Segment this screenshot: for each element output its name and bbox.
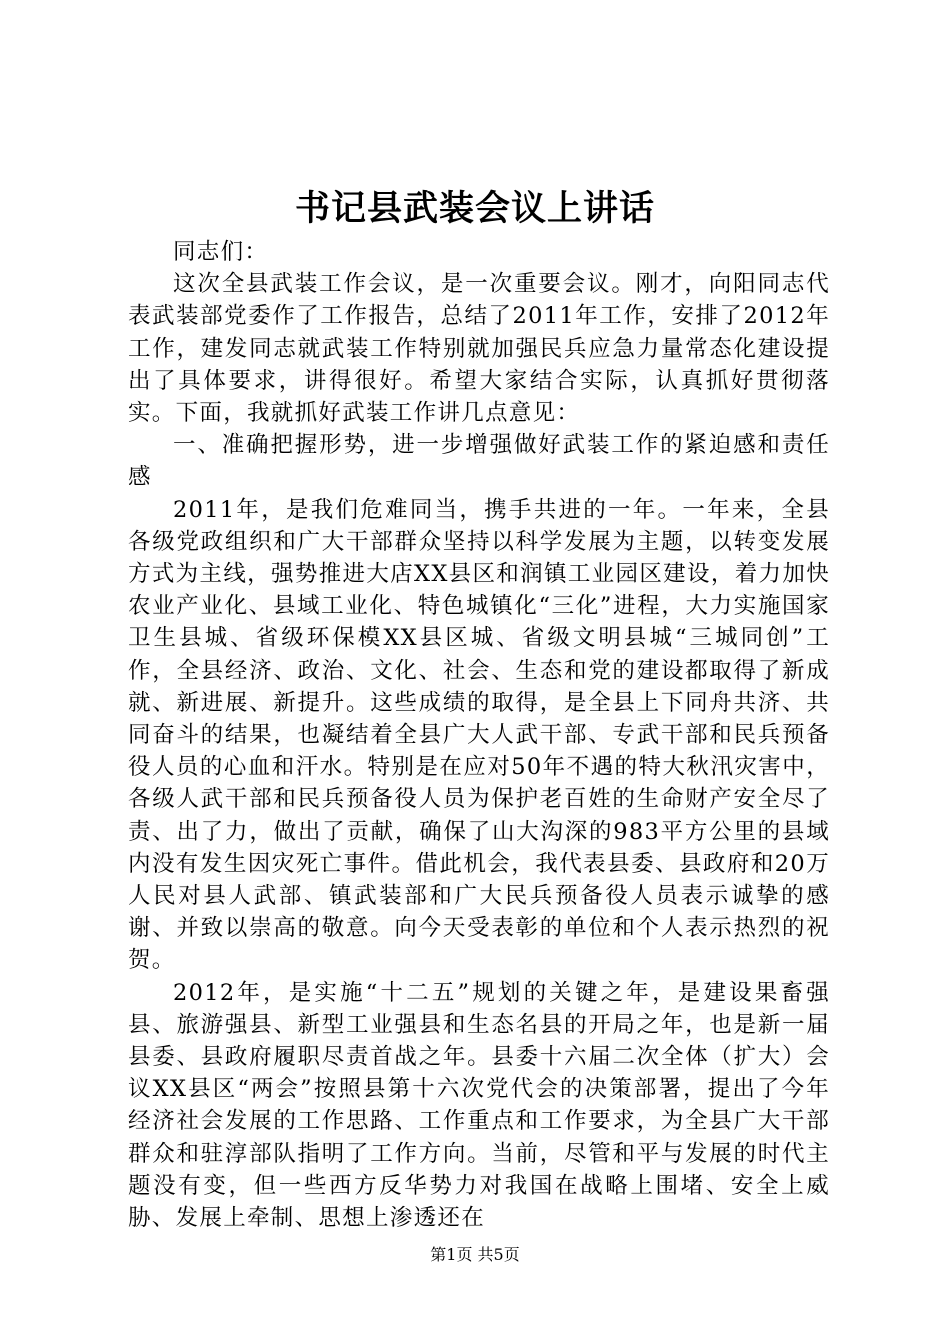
body-paragraph-2012: 2012年，是实施“十二五”规划的关键之年，是建设果畜强县、旅游强县、新型工业强县和生态名县的开局之年，也是新一届县委、县政府履职尽责首战之年。县委十六届二次全体（扩大）会议XX县区“两会”按照县第十六次党代会的决策部署，提出了今年经济社会发展的工作思路、工作重点和工作要求，为全县广大干部群众和驻淳部队指明了工作方向。当前，尽管和平与发展的时代主题没有变，但一些西方反华势力对我国在战略上围堵、安全上威胁、发展上牵制、思想上渗透还在 <box>128 979 830 1232</box>
document-body <box>128 236 830 1234</box>
page-footer: 第1页 共5页 <box>430 1245 520 1264</box>
intro-paragraph: 这次全县武装工作会议，是一次重要会议。刚才，向阳同志代表武装部党委作了工作报告，总结了2011年工作，安排了2012年工作，建发同志就武装工作特别就加强民兵应急力量常态化建设提出了具体要求，讲得很好。希望大家结合实际，认真抓好贯彻落实。下面，我就抓好武装工作讲几点意见： <box>128 271 830 427</box>
section-heading: 一、准确把握形势，进一步增强做好武装工作的紧迫感和责任感 <box>128 432 830 491</box>
body-paragraph-2011: 2011年，是我们危难同当，携手共进的一年。一年来，全县各级党政组织和广大干部群众坚持以科学发展为主题，以转变发展方式为主线，强势推进大店XX县区和润镇工业园区建设，着力加快农业产业化、县域工业化、特色城镇化“三化”进程，大力实施国家卫生县城、省级环保模XX县区城、省级文明县城“三城同创”工作，全县经济、政治、文化、社会、生态和党的建设都取得了新成就、新进展、新提升。这些成绩的取得，是全县上下同舟共济、共同奋斗的结果，也凝结着全县广大人武干部、专武干部和民兵预备役人员的心血和汗水。特别是在应对50年不遇的特大秋汛灾害中，各级人武干部和民兵预备役人员为保护老百姓的生命财产安全尽了责、出了力，做出了贡献，确保了山大沟深的983平方公里的县域内没有发生因灾死亡事件。借此机会，我代表县委、县政府和20万人民对县人武部、镇武装部和广大民兵预备役人员表示诚挚的感谢、并致以崇高的敬意。向今天受表彰的单位和个人表示热烈的祝贺。 <box>128 496 830 974</box>
salutation-paragraph: 同志们： <box>173 239 269 265</box>
document-title: 书记县武装会议上讲话 <box>294 188 655 229</box>
